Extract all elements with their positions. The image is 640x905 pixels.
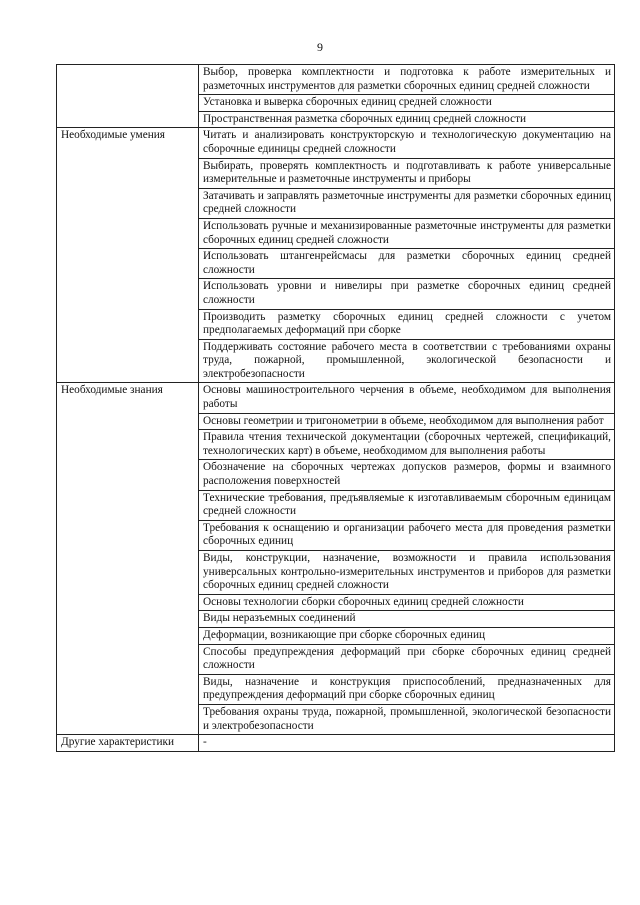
section-label-continuation <box>57 339 199 383</box>
section-label-continuation <box>57 460 199 490</box>
table-row <box>57 158 615 188</box>
requirement-item: Выбор, проверка комплектности и подготовка к работе измерительных и разметочных инструментов для разметки сборочных единиц средней сложности <box>199 65 615 95</box>
page-number: 9 <box>317 40 323 54</box>
requirement-item: - <box>199 735 615 752</box>
requirement-item: Виды неразъемных соединений <box>199 611 615 628</box>
requirement-item: Использовать уровни и нивелиры при разметке сборочных единиц средней сложности <box>199 279 615 309</box>
requirement-item: Виды, конструкции, назначение, возможности и правила использования универсальных контрольно-измерительных инструментов и приборов для разметки сборочных единиц средней сложности <box>199 551 615 595</box>
table-row <box>57 383 615 413</box>
requirement-item: Установка и выверка сборочных единиц средней сложности <box>199 95 615 112</box>
section-label-continuation <box>57 111 199 128</box>
table-row <box>57 551 615 595</box>
requirement-item: Затачивать и заправлять разметочные инструменты для разметки сборочных единиц средней сложности <box>199 188 615 218</box>
characteristics-table-body <box>57 65 615 752</box>
table-row <box>57 704 615 734</box>
requirement-item: Деформации, возникающие при сборке сборочных единиц <box>199 627 615 644</box>
requirement-item: Поддерживать состояние рабочего места в соответствии с требованиями охраны труда, пожарной, промышленной, экологической безопасности и электробезопасности <box>199 339 615 383</box>
requirement-item: Использовать штангенрейсмасы для разметки сборочных единиц средней сложности <box>199 249 615 279</box>
requirement-item: Основы машиностроительного черчения в объеме, необходимом для выполнения работы <box>199 383 615 413</box>
table-row <box>57 65 615 95</box>
characteristics-table <box>56 64 615 752</box>
table-row <box>57 111 615 128</box>
section-label-continuation <box>57 430 199 460</box>
requirement-item: Обозначение на сборочных чертежах допусков размеров, формы и взаимного расположения поверхностей <box>199 460 615 490</box>
requirement-item: Требования охраны труда, пожарной, промышленной, экологической безопасности и электробезопасности <box>199 704 615 734</box>
section-label-continuation <box>57 413 199 430</box>
section-label: Необходимые знания <box>57 383 199 413</box>
requirement-item: Технические требования, предъявляемые к изготавливаемым сборочным единицам средней сложности <box>199 490 615 520</box>
section-label-continuation <box>57 520 199 550</box>
table-row <box>57 128 615 158</box>
table-row <box>57 95 615 112</box>
table-row <box>57 627 615 644</box>
table-row <box>57 674 615 704</box>
requirement-item: Виды, назначение и конструкция приспособлений, предназначенных для предупреждения деформаций при сборке сборочных единиц <box>199 674 615 704</box>
section-label-continuation <box>57 490 199 520</box>
table-row <box>57 520 615 550</box>
table-row <box>57 413 615 430</box>
section-label-continuation <box>57 627 199 644</box>
table-row <box>57 339 615 383</box>
requirement-item: Способы предупреждения деформаций при сборке сборочных единиц средней сложности <box>199 644 615 674</box>
requirement-item: Выбирать, проверять комплектность и подготавливать к работе универсальные измерительные и разметочные инструменты и приборы <box>199 158 615 188</box>
requirement-item: Основы технологии сборки сборочных единиц средней сложности <box>199 594 615 611</box>
section-label-continuation <box>57 279 199 309</box>
table-row <box>57 490 615 520</box>
table-row <box>57 218 615 248</box>
section-label-continuation <box>57 158 199 188</box>
section-label-continuation <box>57 188 199 218</box>
section-label-continuation <box>57 218 199 248</box>
section-label-continuation <box>57 704 199 734</box>
section-label: Другие характеристики <box>57 735 199 752</box>
table-row <box>57 249 615 279</box>
table-row <box>57 188 615 218</box>
section-label: Необходимые умения <box>57 128 199 158</box>
table-row <box>57 594 615 611</box>
section-label <box>57 65 199 95</box>
section-label-continuation <box>57 95 199 112</box>
requirement-item: Правила чтения технической документации (сборочных чертежей, спецификаций, технологических карт) в объеме, необходимом для выполнения работы <box>199 430 615 460</box>
requirement-item: Использовать ручные и механизированные разметочные инструменты для разметки сборочных единиц средней сложности <box>199 218 615 248</box>
table-row <box>57 644 615 674</box>
section-label-continuation <box>57 674 199 704</box>
requirement-item: Основы геометрии и тригонометрии в объеме, необходимом для выполнения работ <box>199 413 615 430</box>
requirement-item: Читать и анализировать конструкторскую и технологическую документацию на сборочные единицы средней сложности <box>199 128 615 158</box>
table-row <box>57 735 615 752</box>
table-row <box>57 611 615 628</box>
table-row <box>57 309 615 339</box>
requirement-item: Пространственная разметка сборочных единиц средней сложности <box>199 111 615 128</box>
section-label-continuation <box>57 644 199 674</box>
section-label-continuation <box>57 611 199 628</box>
table-row <box>57 279 615 309</box>
table-row <box>57 430 615 460</box>
section-label-continuation <box>57 249 199 279</box>
section-label-continuation <box>57 309 199 339</box>
section-label-continuation <box>57 551 199 595</box>
table-row <box>57 460 615 490</box>
requirement-item: Требования к оснащению и организации рабочего места для проведения разметки сборочных единиц <box>199 520 615 550</box>
requirement-item: Производить разметку сборочных единиц средней сложности с учетом предполагаемых деформаций при сборке <box>199 309 615 339</box>
section-label-continuation <box>57 594 199 611</box>
